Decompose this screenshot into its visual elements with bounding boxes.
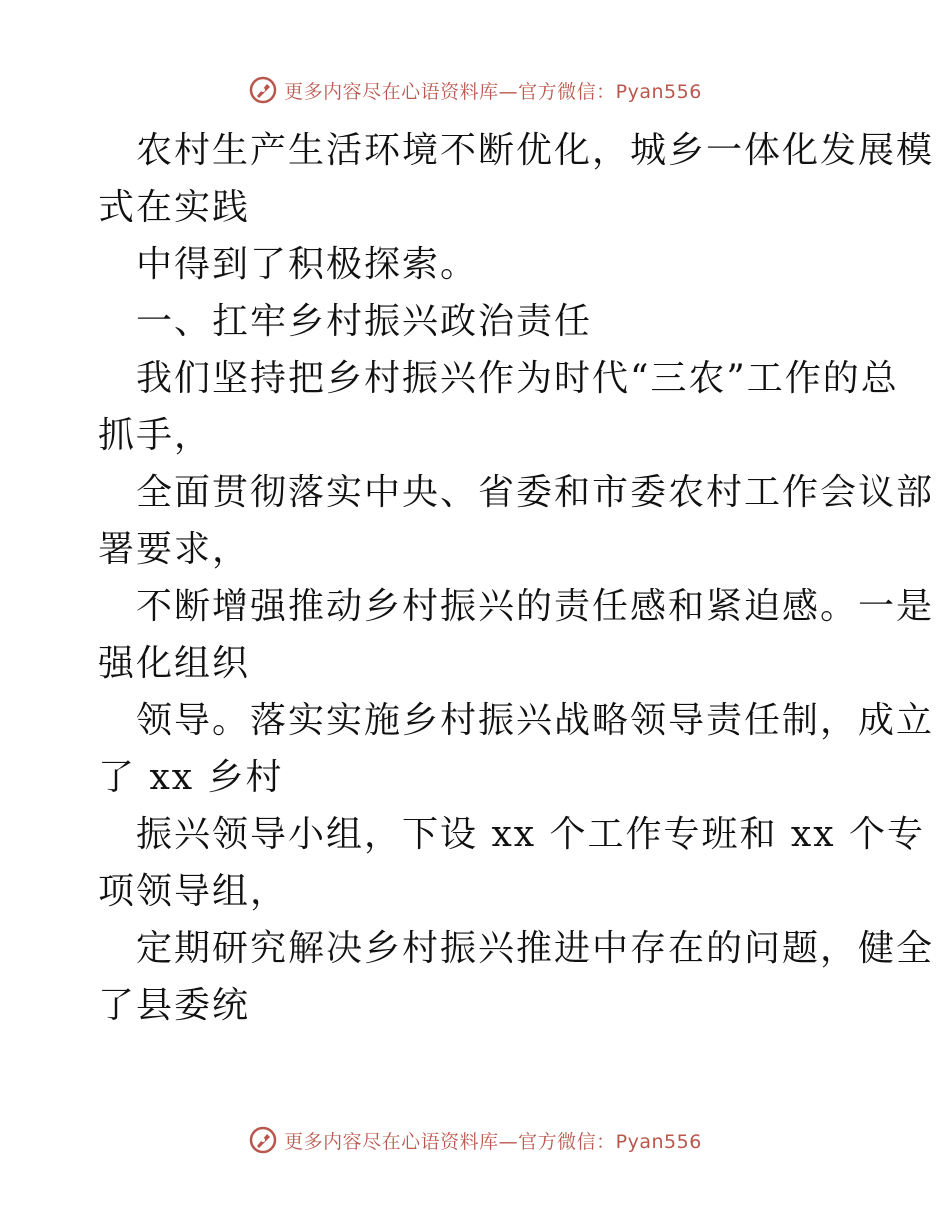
- pen-nib-logo-icon: [248, 75, 278, 105]
- paragraph-line: 我们坚持把乡村振兴作为时代“三农”工作的总: [136, 358, 899, 399]
- paragraph-line: 领导。落实实施乡村振兴战略领导责任制，成立: [136, 700, 935, 741]
- paragraph-line: 振兴领导小组，下设 xx 个工作专班和 xx 个专: [136, 814, 925, 855]
- footer-banner: [0, 1122, 950, 1158]
- paragraph-line: 农村生产生活环境不断优化，城乡一体化发展模: [136, 130, 935, 171]
- paragraph-line: 了 xx 乡村: [98, 757, 284, 798]
- paragraph-line: 定期研究解决乡村振兴推进中存在的问题，健全: [136, 928, 935, 969]
- paragraph-line: 项领导组，: [98, 871, 289, 912]
- paragraph-line: 署要求，: [98, 529, 251, 570]
- document-body: [98, 122, 935, 1034]
- header-banner: [0, 72, 950, 108]
- pen-nib-logo-icon: [248, 1125, 278, 1155]
- section-heading: 一、扛牢乡村振兴政治责任: [136, 301, 593, 342]
- paragraph-line: 了县委统: [98, 985, 251, 1026]
- paragraph-line: 强化组织: [98, 643, 251, 684]
- paragraph-line: 抓手，: [98, 415, 213, 456]
- header-banner-text: 更多内容尽在心语资料库—官方微信：Pyan556: [284, 80, 702, 103]
- paragraph-line: 式在实践: [98, 187, 251, 228]
- paragraph-line: 全面贯彻落实中央、省委和市委农村工作会议部: [136, 472, 935, 513]
- footer-banner-text: 更多内容尽在心语资料库—官方微信：Pyan556: [284, 1130, 702, 1153]
- paragraph-line: 不断增强推动乡村振兴的责任感和紧迫感。一是: [136, 586, 935, 627]
- paragraph-line: 中得到了积极探索。: [136, 244, 479, 285]
